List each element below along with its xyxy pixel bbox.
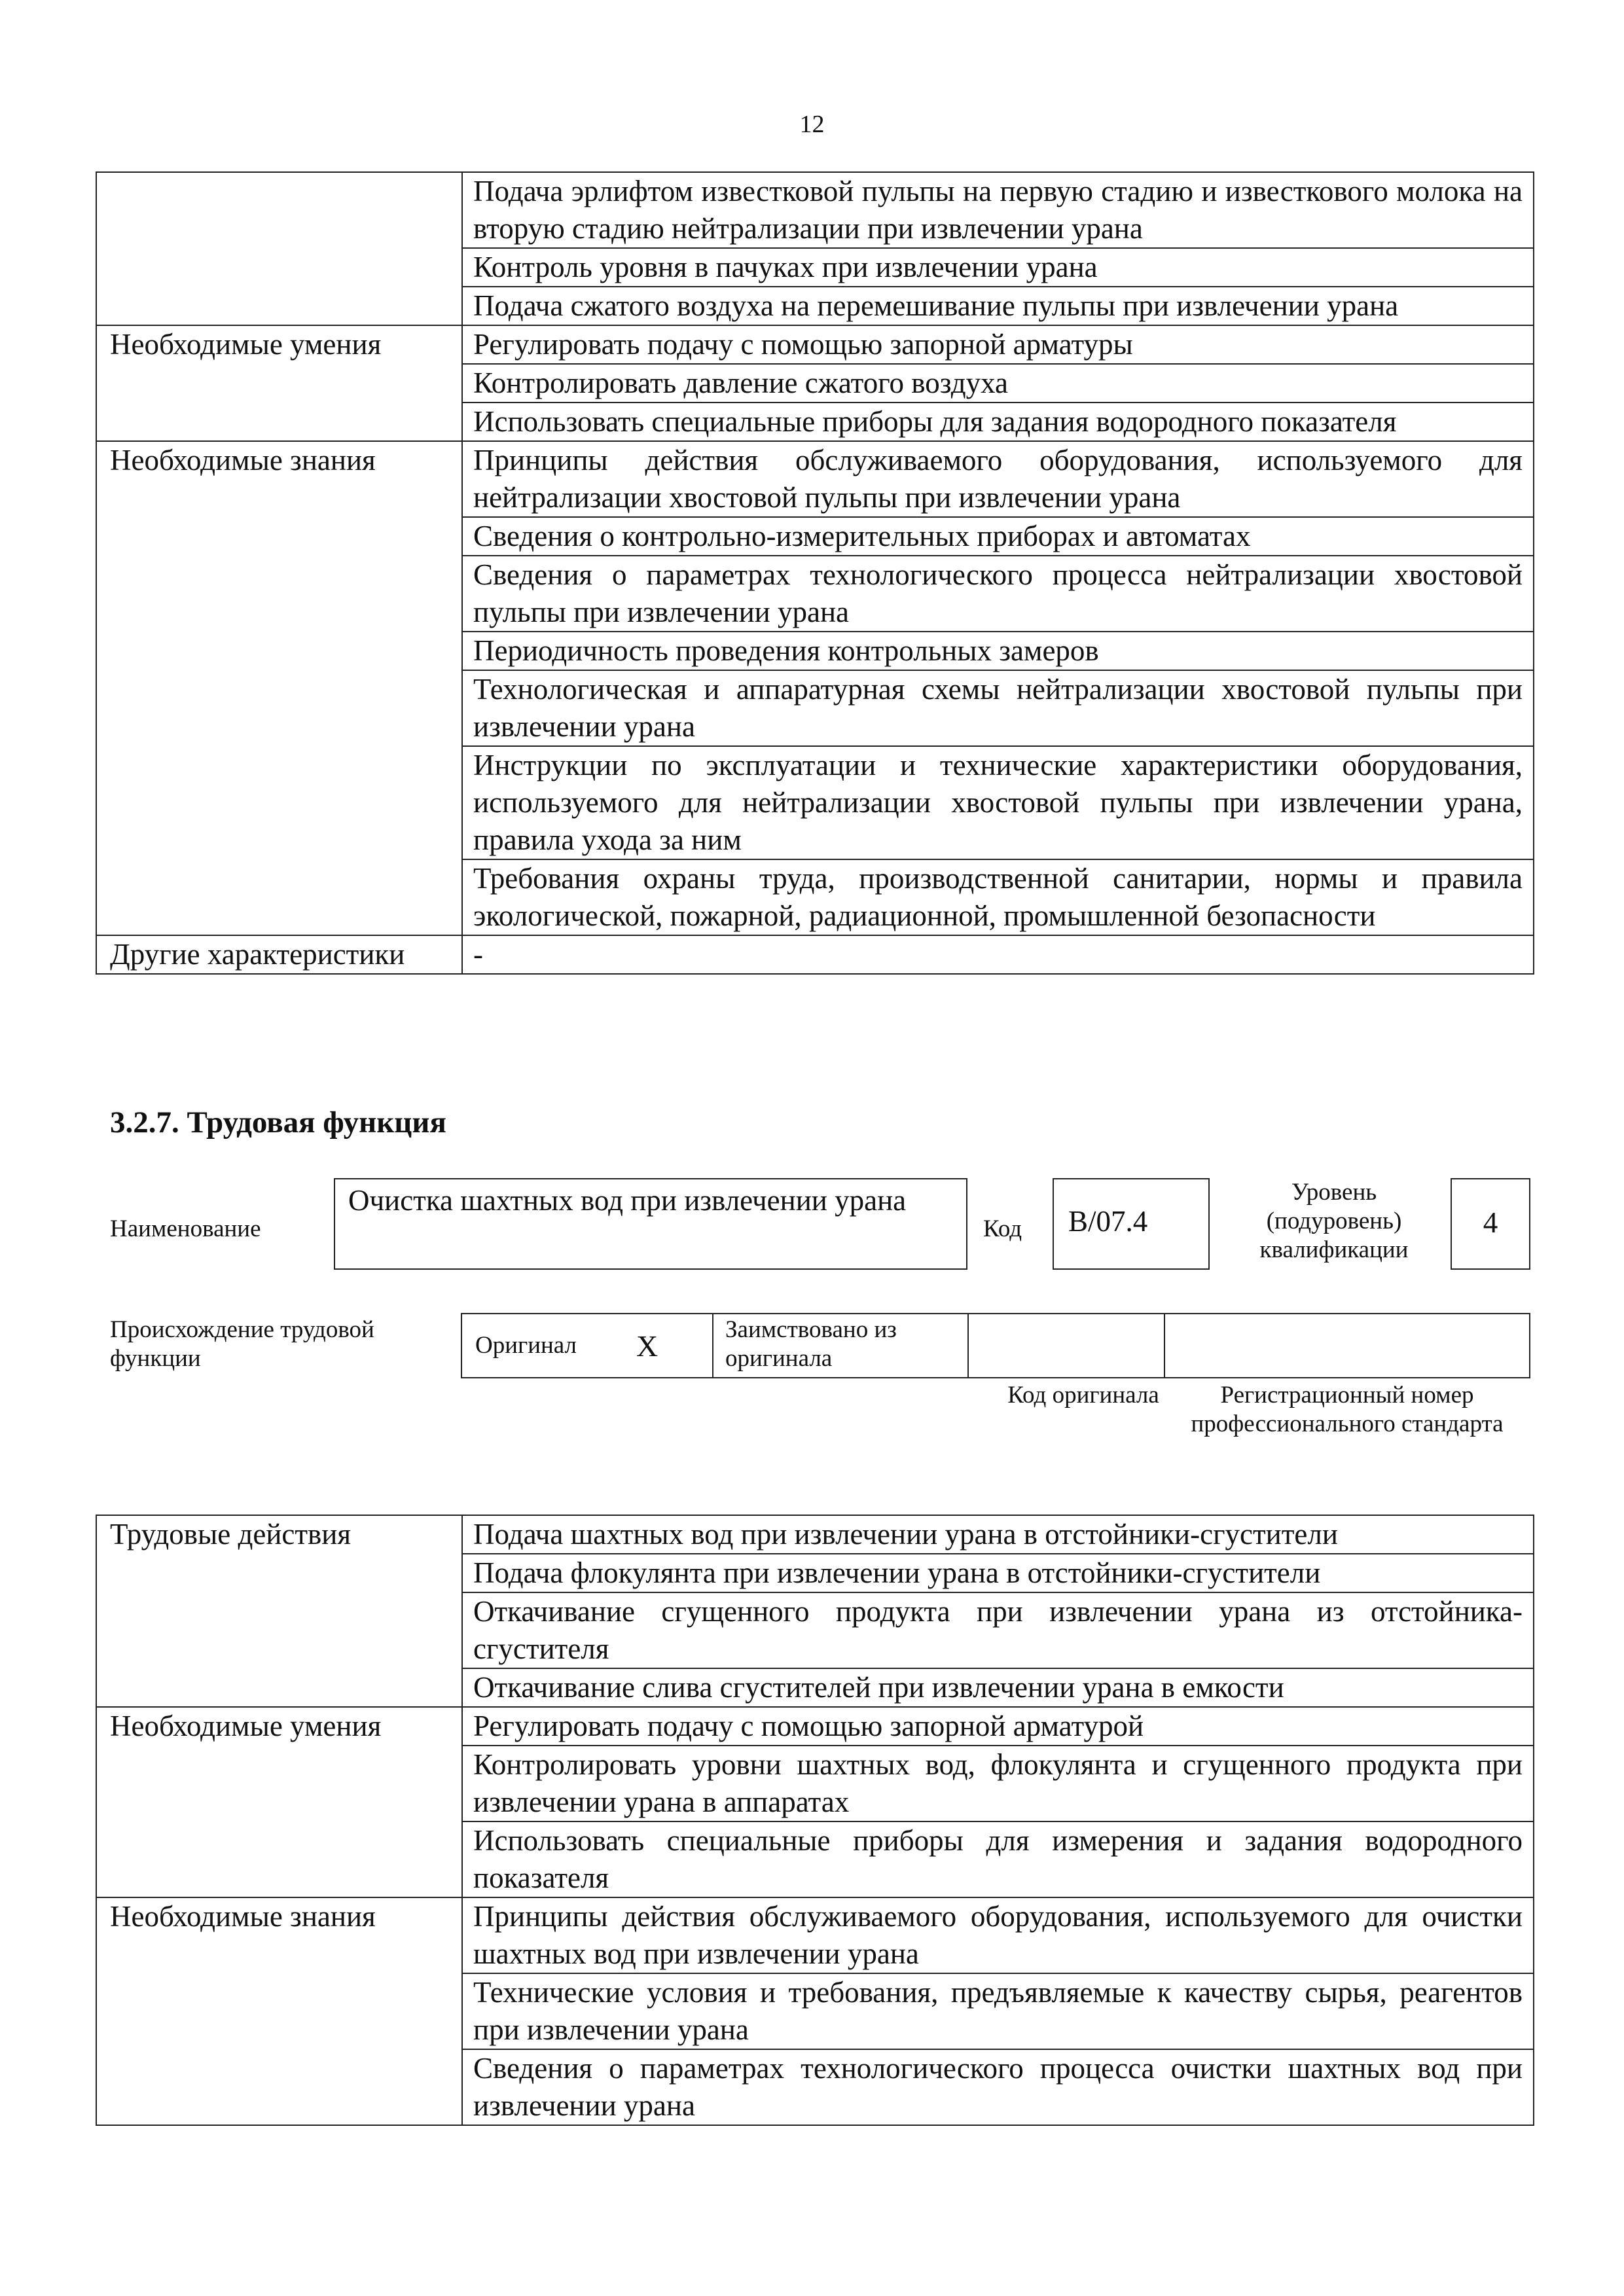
original-mark: X — [636, 1329, 659, 1363]
borrowed-label: Заимствовано из оригинала — [725, 1316, 897, 1372]
row-text: Принципы действия обслуживаемого оборудования, используемого для очистки шахтных вод при извлечении урана — [462, 1897, 1534, 1973]
function-code-box — [1053, 1178, 1210, 1270]
row-label: Необходимые умения — [96, 325, 462, 441]
row-label — [96, 172, 462, 325]
original-cell — [461, 1313, 713, 1378]
row-text: Сведения о параметрах технологического процесса нейтрализации хвостовой пульпы при извлечении урана — [462, 556, 1534, 632]
skills-table-continued — [96, 171, 1534, 975]
table-row — [96, 325, 1534, 364]
page-number: 12 — [799, 111, 825, 138]
reg-number-cell — [1164, 1313, 1530, 1378]
row-text: Контроль уровня в пачуках при извлечении урана — [462, 248, 1534, 287]
name-label: Наименование — [110, 1215, 261, 1242]
row-text: Откачивание слива сгустителей при извлечении урана в емкости — [462, 1668, 1534, 1707]
row-label: Необходимые умения — [96, 1707, 462, 1897]
table-row — [96, 172, 1534, 248]
row-text: Откачивание сгущенного продукта при извлечении урана из отстойника-сгустителя — [462, 1592, 1534, 1668]
code-label: Код — [983, 1215, 1022, 1242]
table-row — [96, 441, 1534, 517]
row-text: Технические условия и требования, предъявляемые к качеству сырья, реагентов при извлечении урана — [462, 1973, 1534, 2049]
row-text: - — [462, 935, 1534, 974]
row-text: Технологическая и аппаратурная схемы нейтрализации хвостовой пульпы при извлечении урана — [462, 670, 1534, 746]
row-label: Необходимые знания — [96, 1897, 462, 2125]
table-row — [96, 1707, 1534, 1746]
row-text: Инструкции по эксплуатации и технические характеристики оборудования, используемого для нейтрализации хвостовой пульпы при извлечении урана, правила ухода за ним — [462, 746, 1534, 859]
row-text: Периодичность проведения контрольных замеров — [462, 632, 1534, 670]
table-row — [96, 1515, 1534, 1554]
row-text: Сведения о параметрах технологического процесса очистки шахтных вод при извлечении урана — [462, 2049, 1534, 2125]
section-title: 3.2.7. Трудовая функция — [110, 1105, 446, 1139]
row-text: Контролировать давление сжатого воздуха — [462, 364, 1534, 403]
origin-label: Происхождение трудовой функции — [110, 1316, 374, 1372]
row-label: Другие характеристики — [96, 935, 462, 974]
code-caption: Код оригинала — [1007, 1382, 1159, 1408]
row-label: Необходимые знания — [96, 441, 462, 935]
function-name: Очистка шахтных вод при извлечении урана — [348, 1184, 907, 1217]
level-value: 4 — [1483, 1206, 1498, 1239]
level-box — [1451, 1178, 1530, 1270]
row-text: Подача шахтных вод при извлечении урана в отстойники-сгустители — [462, 1515, 1534, 1554]
row-text: Контролировать уровни шахтных вод, флокулянта и сгущенного продукта при извлечении урана в аппаратах — [462, 1746, 1534, 1821]
row-text: Использовать специальные приборы для измерения и задания водородного показателя — [462, 1821, 1534, 1897]
row-text: Регулировать подачу с помощью запорной арматурой — [462, 1707, 1534, 1746]
row-text: Использовать специальные приборы для задания водородного показателя — [462, 403, 1534, 441]
function-name-box — [334, 1178, 967, 1270]
row-text: Подача сжатого воздуха на перемешивание пульпы при извлечении урана — [462, 287, 1534, 325]
function-code: B/07.4 — [1068, 1205, 1148, 1238]
row-text: Регулировать подачу с помощью запорной арматуры — [462, 325, 1534, 364]
level-label: Уровень (подуровень) квалификации — [1259, 1179, 1409, 1263]
original-code-cell — [967, 1313, 1165, 1378]
row-text: Принципы действия обслуживаемого оборудования, используемого для нейтрализации хвостовой пульпы при извлечении урана — [462, 441, 1534, 517]
row-label: Трудовые действия — [96, 1515, 462, 1707]
row-text: Подача эрлифтом известковой пульпы на первую стадию и известкового молока на вторую стадию нейтрализации при извлечении урана — [462, 172, 1534, 248]
table-row — [96, 935, 1534, 974]
row-text: Сведения о контрольно-измерительных приборах и автоматах — [462, 517, 1534, 556]
row-text: Подача флокулянта при извлечении урана в отстойники-сгустители — [462, 1554, 1534, 1592]
table-row — [96, 1897, 1534, 1973]
row-text: Требования охраны труда, производственной санитарии, нормы и правила экологической, пожарной, радиационной, промышленной безопасности — [462, 859, 1534, 935]
original-label: Оригинал — [475, 1332, 577, 1359]
labor-function-table — [96, 1515, 1534, 2126]
reg-caption: Регистрационный номер профессионального стандарта — [1191, 1382, 1504, 1437]
borrowed-cell — [712, 1313, 969, 1378]
